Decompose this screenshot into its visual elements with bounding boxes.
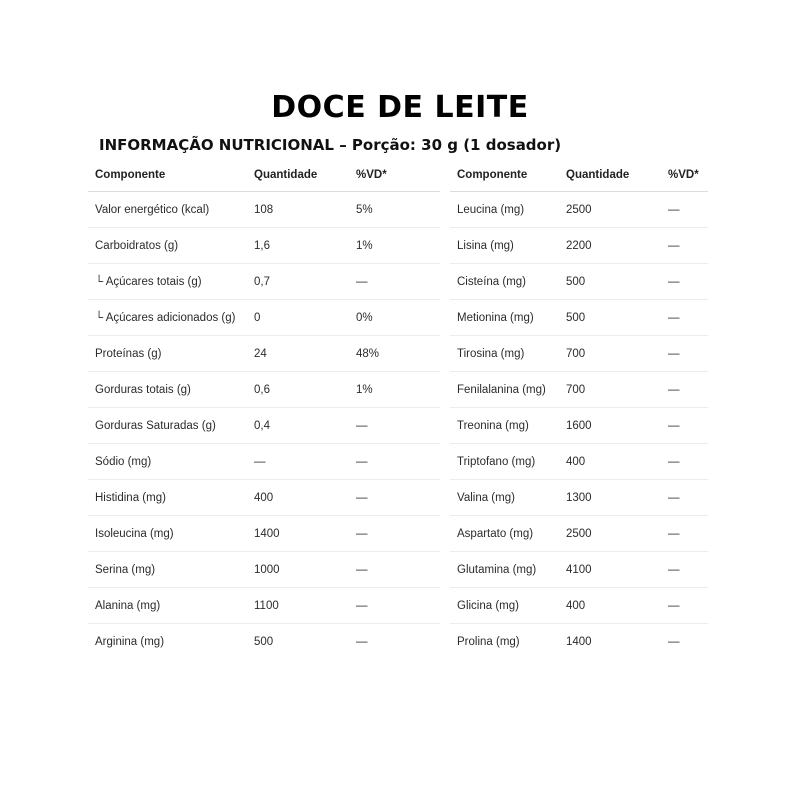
component-quantity: 700: [559, 336, 661, 372]
component-quantity: 1300: [559, 480, 661, 516]
page-title: DOCE DE LEITE: [271, 90, 529, 125]
component-vd: —: [668, 635, 680, 648]
component-vd: —: [349, 516, 440, 552]
table-row: [88, 552, 440, 588]
component-quantity: 1600: [559, 408, 661, 444]
table-row: [450, 516, 708, 552]
header-componente: Componente: [450, 159, 559, 192]
component-vd: 5%: [349, 192, 440, 228]
table-row: [450, 336, 708, 372]
table-row: [88, 300, 440, 336]
component-name: └ Açúcares adicionados (g): [88, 300, 247, 336]
component-name: Prolina (mg): [457, 635, 520, 648]
component-quantity: 1400: [566, 635, 592, 648]
table-row: [88, 408, 440, 444]
component-quantity: 400: [247, 480, 349, 516]
component-vd: 1%: [349, 372, 440, 408]
component-quantity: 0: [247, 300, 349, 336]
header-vd: %VD*: [349, 159, 440, 192]
table-row: [88, 444, 440, 480]
component-quantity: 0,6: [247, 372, 349, 408]
component-name: Gorduras Saturadas (g): [88, 408, 247, 444]
table-row: [88, 192, 440, 228]
component-vd: —: [661, 552, 708, 588]
component-quantity: 4100: [559, 552, 661, 588]
table-header-row: [88, 159, 440, 192]
nutrition-table-left: [88, 159, 440, 659]
component-quantity: 108: [247, 192, 349, 228]
component-name: └ Açúcares totais (g): [88, 264, 247, 300]
header-componente: Componente: [88, 159, 247, 192]
component-name: Metionina (mg): [450, 300, 559, 336]
component-quantity: 500: [559, 264, 661, 300]
table-row: [88, 228, 440, 264]
component-name: Valina (mg): [450, 480, 559, 516]
component-quantity: 1100: [247, 588, 349, 624]
component-name: Gorduras totais (g): [88, 372, 247, 408]
component-vd: 1%: [349, 228, 440, 264]
component-vd: —: [661, 228, 708, 264]
component-name: Fenilalanina (mg): [450, 372, 559, 408]
component-quantity: 0,7: [247, 264, 349, 300]
component-vd: —: [661, 480, 708, 516]
table-row: [450, 444, 708, 480]
component-vd: —: [661, 372, 708, 408]
component-name: Histidina (mg): [88, 480, 247, 516]
component-quantity: 1,6: [247, 228, 349, 264]
component-vd: —: [661, 444, 708, 480]
component-name: Sódio (mg): [88, 444, 247, 480]
table-row: [450, 264, 708, 300]
component-quantity: 400: [559, 444, 661, 480]
table-row: [450, 588, 708, 624]
component-vd: —: [661, 516, 708, 552]
component-quantity: 700: [559, 372, 661, 408]
table-row: [88, 624, 440, 660]
component-vd: —: [349, 552, 440, 588]
component-quantity: 0,4: [247, 408, 349, 444]
component-vd: —: [349, 480, 440, 516]
nutrition-subtitle: INFORMAÇÃO NUTRICIONAL – Porção: 30 g (1 dosador): [99, 136, 562, 154]
table-row: [450, 480, 708, 516]
component-quantity: 2500: [559, 192, 661, 228]
component-name: Valor energético (kcal): [88, 192, 247, 228]
header-quantidade: Quantidade: [559, 159, 661, 192]
component-vd: —: [349, 444, 440, 480]
component-name: Arginina (mg): [95, 635, 165, 648]
component-name: Glicina (mg): [450, 588, 559, 624]
component-vd: —: [661, 336, 708, 372]
component-vd: —: [349, 264, 440, 300]
header-quantidade: Quantidade: [247, 159, 349, 192]
component-quantity: 500: [254, 635, 274, 648]
component-name: Alanina (mg): [88, 588, 247, 624]
component-name: Carboidratos (g): [88, 228, 247, 264]
component-quantity: 2500: [559, 516, 661, 552]
component-quantity: 1400: [247, 516, 349, 552]
component-vd: —: [349, 588, 440, 624]
component-quantity: 24: [247, 336, 349, 372]
table-row: [450, 552, 708, 588]
table-row: [450, 228, 708, 264]
header-vd: %VD*: [661, 159, 708, 192]
table-row: [450, 192, 708, 228]
table-row: [88, 264, 440, 300]
table-header-row: [450, 159, 708, 192]
component-vd: —: [661, 300, 708, 336]
table-row: [450, 372, 708, 408]
component-vd: —: [661, 264, 708, 300]
table-row: [450, 300, 708, 336]
component-vd: —: [661, 408, 708, 444]
component-name: Cisteína (mg): [450, 264, 559, 300]
component-quantity: 1000: [247, 552, 349, 588]
table-row: [450, 624, 708, 660]
component-quantity: —: [247, 444, 349, 480]
component-vd: —: [661, 192, 708, 228]
table-row: [88, 336, 440, 372]
table-row: [88, 372, 440, 408]
component-name: Tirosina (mg): [450, 336, 559, 372]
component-vd: —: [356, 635, 368, 648]
component-vd: —: [349, 408, 440, 444]
component-name: Treonina (mg): [450, 408, 559, 444]
component-name: Lisina (mg): [450, 228, 559, 264]
component-quantity: 2200: [559, 228, 661, 264]
component-quantity: 500: [559, 300, 661, 336]
table-row: [88, 516, 440, 552]
component-vd: 0%: [349, 300, 440, 336]
component-name: Serina (mg): [88, 552, 247, 588]
nutrition-table-right: [450, 159, 708, 659]
table-row: [450, 408, 708, 444]
component-quantity: 400: [559, 588, 661, 624]
component-name: Aspartato (mg): [450, 516, 559, 552]
component-name: Isoleucina (mg): [88, 516, 247, 552]
component-vd: 48%: [349, 336, 440, 372]
table-row: [88, 480, 440, 516]
component-name: Triptofano (mg): [450, 444, 559, 480]
component-name: Leucina (mg): [450, 192, 559, 228]
component-vd: —: [661, 588, 708, 624]
component-name: Glutamina (mg): [450, 552, 559, 588]
table-row: [88, 588, 440, 624]
component-name: Proteínas (g): [88, 336, 247, 372]
